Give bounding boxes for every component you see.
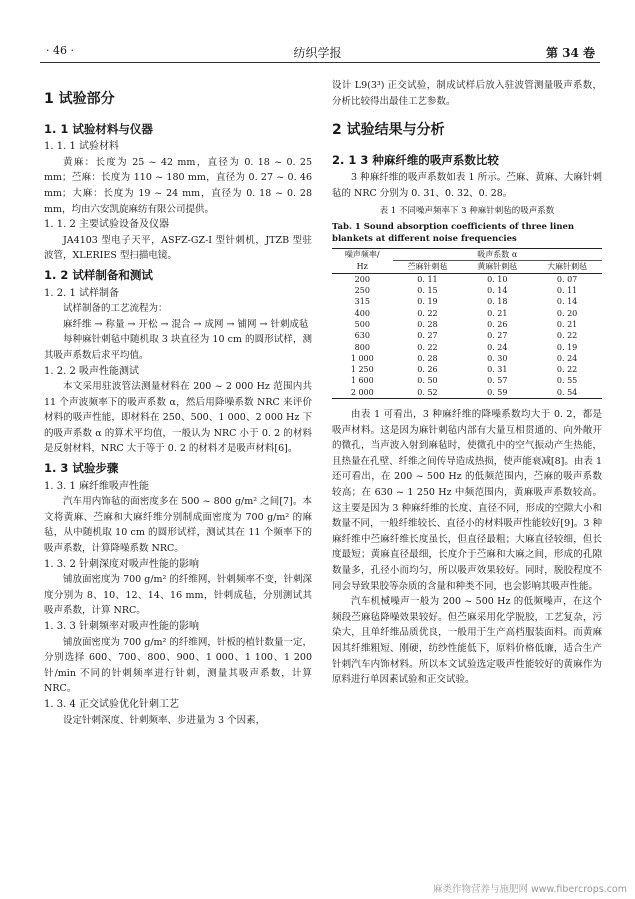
frequency-cell: 500 bbox=[354, 319, 370, 329]
watermark: 麻类作物营养与施肥网 www.fibercrops.com bbox=[432, 884, 627, 895]
coefficient-cell: 0. 59 bbox=[462, 387, 532, 399]
header-rule bbox=[40, 62, 600, 63]
coefficient-cell: 0. 28 bbox=[417, 353, 438, 363]
heading-1-3: 1. 3 试验步骤 bbox=[44, 461, 119, 476]
coefficient-cell: 0. 52 bbox=[393, 387, 463, 399]
table-row bbox=[332, 285, 602, 296]
coefficient-cell: 0. 26 bbox=[417, 365, 438, 375]
frequency-cell: 200 bbox=[354, 274, 370, 284]
coefficient-cell: 0. 19 bbox=[556, 342, 578, 352]
table-row bbox=[332, 387, 602, 399]
table-header-hemp: 大麻针刺毡 bbox=[532, 261, 602, 273]
coefficient-cell: 0. 30 bbox=[487, 353, 508, 363]
coefficient-cell: 0. 54 bbox=[532, 387, 602, 399]
journal-name: 纺织学报 bbox=[293, 46, 342, 60]
frequency-cell: 800 bbox=[354, 342, 370, 352]
paragraph-nrc: 3 种麻纤维的吸声系数如表 1 所示。苎麻、黄麻、大麻针刺毡的 NRC 分别为 0. 31、0. 32、0. 28。 bbox=[332, 172, 602, 199]
paragraph-orthogonal: 设定针刺深度、针刺频率、步进量为 3 个因素， bbox=[63, 714, 266, 726]
paragraph-orthogonal-cont: 设计 L9(3³) 正交试验，制成试样后放入驻波管测量吸声系数，分析比较得出最佳工艺参数。 bbox=[332, 80, 602, 107]
coefficient-cell: 0. 27 bbox=[417, 331, 438, 341]
coefficient-cell: 0. 27 bbox=[487, 331, 508, 341]
paragraph-fiber-absorption: 汽车用内饰毡的面密度多在 500 ~ 800 g/m² 之间[7]。本文将黄麻、苎麻和大麻纤维分别制成面密度为 700 g/m² 的麻毡，从中随机取 10 cm 的圆形试样，测试其在 11 个频率下的吸声系数，计算降噪系数 NRC。 bbox=[44, 496, 312, 555]
heading-1-3-3: 1. 3. 3 针刺频率对吸声性能的影响 bbox=[44, 621, 199, 632]
paragraph-needle-frequency: 铺放面密度为 700 g/m² 的纤维网，针板的植针数量一定，分别选择 600、700、800、900、1 000、1 100、1 200 针/min 不同的针刺频率进行针刺，测量其吸声系数，计算 NRC。 bbox=[44, 636, 312, 695]
coefficient-cell: 0. 22 bbox=[556, 365, 578, 375]
heading-1-2-1: 1. 2. 1 试样制备 bbox=[44, 287, 119, 299]
section-title-results: 2 试验结果与分析 bbox=[332, 122, 445, 139]
volume-label: 第 34 卷 bbox=[545, 46, 595, 60]
paragraph-materials: 黄麻：长度为 25 ~ 42 mm，直径为 0. 18 ~ 0. 25 mm；苎麻：长度为 110 ~ 180 mm，直径为 0. 27 ~ 0. 46 mm；大麻：长度为 19 ~ 24 mm，直径为 0. 18 ~ 0. 28 mm，均由六安凯旋麻纺有限公司提供。 bbox=[44, 156, 312, 215]
paragraph-conclusion: 汽车机械噪声一般为 200 ~ 500 Hz 的低频噪声，在这个频段苎麻毡降噪效果较好。但苎麻采用化学脱胶，工艺复杂，污染大，且单纤维品质优良，一般用于生产高档服装面料。而黄麻因其纤维粗短、刚硬，纺纱性能低下，原料价格低廉，适合生产针刺汽车内饰材料。所以本文试验选定吸声性能较好的黄麻作为原料进行单因素试验和正交试验。 bbox=[332, 596, 602, 686]
table-row bbox=[332, 330, 602, 341]
table-row bbox=[332, 364, 602, 375]
coefficient-cell: 0. 31 bbox=[487, 365, 508, 375]
coefficient-cell: 0. 19 bbox=[417, 297, 438, 307]
heading-1-3-1: 1. 3. 1 麻纤维吸声性能 bbox=[44, 480, 149, 492]
coefficient-cell: 0. 22 bbox=[556, 331, 578, 341]
table-row bbox=[332, 308, 602, 319]
coefficient-cell: 0. 07 bbox=[556, 274, 578, 284]
table-header-frequency: 噪声频率/ bbox=[332, 249, 393, 261]
paragraph-analysis: 由表 1 可看出，3 种麻纤维的降噪系数均大于 0. 2，都是吸声材料。这是因为麻针刺毡内部有大量互相贯通的、向外敞开的微孔，当声波入射到麻毡时，使微孔中的空气振动产生热能，且热量在孔壁、纤维之间传导造成热损，使声能衰减[8]。由表 1 还可看出，在 200 ~ 500 Hz 的低频范围内，苎麻的吸声系数较高；在 630 ~ 1 250 Hz 中频范围内，黄麻吸声系数较高。这主要是因为 3 种麻纤维的长度、直径不同，形成的空隙大小和数量不同，一般纤维较长、直径小的材料吸声性能较好[9]。3 种麻纤维中苎麻纤维长度虽长，但直径最粗；大麻直径较细，但长度最短；黄麻直径最细，长度介于苎麻和大麻之间，形成的孔隙数量多，孔径小而均匀，所以吸声效果较好。同时，脱胶程度不同会导致果胶等杂质的含量和种类不同，也会影响其吸声性能。 bbox=[332, 409, 602, 592]
paragraph-needle-depth: 铺放面密度为 700 g/m² 的纤维网，针刺频率不变，针刺深度分别为 8、10、12、14、16 mm，针刺成毡，分别测试其吸声系数，计算 NRC。 bbox=[44, 574, 312, 617]
coefficient-cell: 0. 18 bbox=[487, 297, 508, 307]
frequency-cell: 630 bbox=[354, 331, 370, 341]
table-header-jute: 黄麻针刺毡 bbox=[462, 261, 532, 273]
coefficient-cell: 0. 21 bbox=[487, 308, 508, 318]
heading-1-1: 1. 1 试验材料与仪器 bbox=[44, 121, 153, 136]
coefficient-cell: 0. 22 bbox=[417, 342, 438, 352]
table-header-group: 吸声系数 α bbox=[393, 249, 602, 261]
coefficient-cell: 0. 15 bbox=[417, 286, 438, 296]
left-column bbox=[44, 78, 312, 728]
section-title-experiment: 1 试验部分 bbox=[44, 91, 115, 107]
coefficient-cell: 0. 26 bbox=[487, 319, 508, 329]
paragraph-process-intro: 试样制备的工艺流程为： bbox=[63, 303, 168, 315]
page-number: · 46 · bbox=[46, 44, 74, 57]
coefficient-cell: 0. 21 bbox=[556, 319, 578, 329]
heading-1-3-4: 1. 3. 4 正交试验优化针刺工艺 bbox=[44, 698, 179, 710]
coefficient-cell: 0. 28 bbox=[417, 319, 438, 329]
table-row bbox=[332, 296, 602, 307]
coefficient-cell: 0. 22 bbox=[417, 308, 438, 318]
table-row bbox=[332, 353, 602, 364]
frequency-cell: 1 600 bbox=[350, 376, 374, 386]
coefficient-cell: 0. 57 bbox=[487, 376, 508, 386]
table-row bbox=[332, 375, 602, 386]
heading-2-1: 2. 1 3 种麻纤维的吸声系数比较 bbox=[332, 152, 499, 167]
coefficient-cell: 0. 50 bbox=[417, 376, 438, 386]
table-row bbox=[332, 319, 602, 330]
table-caption-cn: 表 1 不同噪声频率下 3 种麻针刺毡的吸声系数 bbox=[379, 205, 555, 216]
coefficient-cell: 0. 20 bbox=[556, 308, 578, 318]
coefficient-cell: 0. 11 bbox=[417, 274, 438, 284]
right-column bbox=[332, 78, 602, 688]
heading-1-1-1: 1. 1. 1 试验材料 bbox=[44, 141, 119, 153]
table-header-unit: Hz bbox=[332, 261, 393, 273]
table-row bbox=[332, 273, 602, 285]
coefficient-cell: 0. 11 bbox=[556, 286, 578, 296]
frequency-cell: 1 000 bbox=[350, 353, 374, 363]
absorption-table bbox=[332, 248, 602, 399]
frequency-cell: 2 000 bbox=[332, 387, 393, 399]
coefficient-cell: 0. 10 bbox=[487, 274, 508, 284]
paragraph-instruments: JA4103 型电子天平，ASFZ-GZ-I 型针刺机，JTZB 型驻波管，XLERIES 型扫描电镜。 bbox=[44, 234, 312, 262]
frequency-cell: 250 bbox=[354, 286, 370, 296]
heading-1-2: 1. 2 试样制备和测试 bbox=[44, 267, 153, 282]
frequency-cell: 315 bbox=[354, 297, 370, 307]
table-row bbox=[332, 342, 602, 353]
coefficient-cell: 0. 24 bbox=[556, 353, 578, 363]
paragraph-absorption-test: 本文采用驻波管法测量材料在 200 ~ 2 000 Hz 范围内共 11 个声波频率下的吸声系数 α，然后用降噪系数 NRC 来评价材料的吸声性能，即材料在 250、500、1 000、2 000 Hz 下的吸声系数 α 的算术平均值，一般认为 NRC 小于 0. 2 的材料是反射材料，NRC 大于等于 0. 2 的材料才是吸声材料[6]。 bbox=[44, 381, 312, 455]
heading-1-1-2: 1. 1. 2 主要试验设备及仪器 bbox=[44, 219, 169, 231]
coefficient-cell: 0. 55 bbox=[556, 376, 578, 386]
heading-1-3-2: 1. 3. 2 针刺深度对吸声性能的影响 bbox=[44, 558, 199, 570]
coefficient-cell: 0. 24 bbox=[487, 342, 508, 352]
coefficient-cell: 0. 14 bbox=[556, 297, 578, 307]
frequency-cell: 1 250 bbox=[350, 365, 374, 375]
coefficient-cell: 0. 14 bbox=[487, 286, 508, 296]
heading-1-2-2: 1. 2. 2 吸声性能测试 bbox=[44, 365, 139, 377]
table-header-ramie: 苎麻针刺毡 bbox=[393, 261, 463, 273]
process-flow: 麻纤维 → 称量 → 开松 → 混合 → 成网 → 铺网 → 针刺成毡 bbox=[63, 318, 309, 330]
frequency-cell: 400 bbox=[354, 308, 370, 318]
paragraph-sampling: 每种麻针刺毡中随机取 3 块直径为 10 cm 的圆形试样，测其吸声系数后求平均值。 bbox=[44, 334, 312, 361]
table-caption-en: Tab. 1 Sound absorption coefficients of three linen blankets at different noise frequencies bbox=[332, 222, 575, 245]
